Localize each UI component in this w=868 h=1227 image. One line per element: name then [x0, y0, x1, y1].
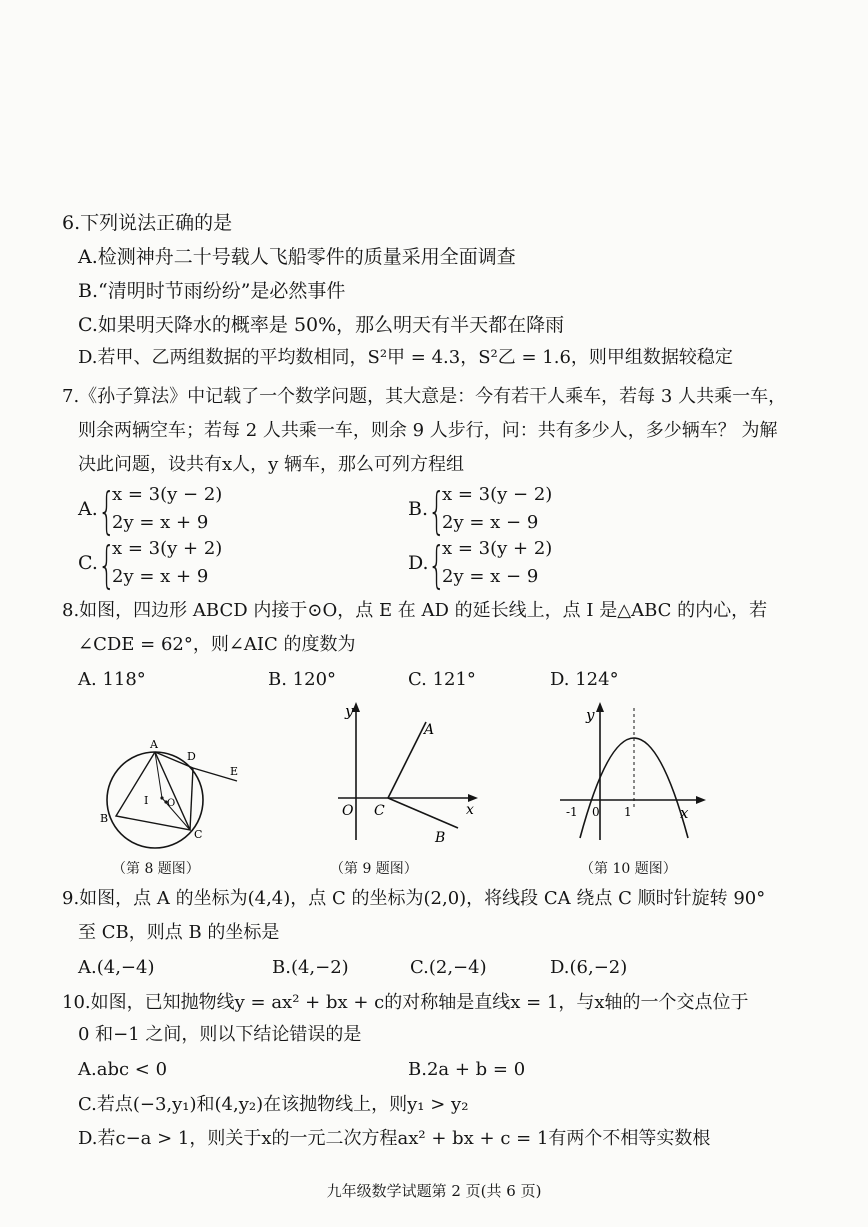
fig9-caption: （第 9 题图） [330, 861, 418, 877]
q8-option-d: D. 124° [550, 669, 619, 690]
figure-8-circle [90, 728, 250, 858]
q10-line1: 10.如图，已知抛物线y = ax² + bx + c的对称轴是直线x = 1，与x轴的一个交点位于 [62, 992, 749, 1013]
figure-10-parabola [556, 700, 716, 850]
q8-option-a: A. 118° [78, 669, 146, 690]
q9-line2: 至 CB，则点 B 的坐标是 [78, 922, 280, 943]
brace-icon: { [428, 482, 446, 540]
fig8-label-b: B [100, 812, 109, 825]
q9-option-a: A.(4,−4) [78, 957, 155, 978]
brace-icon: { [428, 536, 446, 594]
q7-option-d-eq2: 2y = x − 9 [442, 566, 539, 587]
q9-option-d: D.(6,−2) [550, 957, 628, 978]
q8-line1: 8.如图，四边形 ABCD 内接于⊙O，点 E 在 AD 的延长线上，点 I 是△ABC 的内心，若 [62, 600, 768, 621]
q10-option-a: A.abc < 0 [78, 1059, 168, 1080]
q7-line3: 决此问题，设共有x人，y 辆车，那么可列方程组 [78, 454, 465, 475]
q10-line2: 0 和−1 之间，则以下结论错误的是 [78, 1024, 362, 1045]
fig10-caption: （第 10 题图） [580, 861, 677, 877]
q6-option-a: A.检测神舟二十号载人飞船零件的质量采用全面调查 [78, 246, 516, 268]
q10-option-d: D.若c−a > 1，则关于x的一元二次方程ax² + bx + c = 1有两个不相等实数根 [78, 1128, 711, 1149]
q7-option-d-eq1: x = 3(y + 2) [442, 538, 553, 559]
q7-option-c-eq1: x = 3(y + 2) [112, 538, 223, 559]
fig10-label-0: 0 [592, 805, 600, 819]
q6-option-d: D.若甲、乙两组数据的平均数相同，S²甲 = 4.3，S²乙 = 1.6，则甲组数据较稳定 [78, 347, 733, 368]
q9-option-c: C.(2,−4) [410, 957, 487, 978]
fig9-label-c: C [374, 803, 385, 819]
q9-line1: 9.如图，点 A 的坐标为(4,4)，点 C 的坐标为(2,0)，将线段 CA 绕点 C 顺时针旋转 90° [62, 888, 766, 909]
fig10-label-neg1: -1 [566, 805, 578, 819]
fig9-label-b: B [435, 830, 446, 846]
fig8-label-e: E [230, 765, 239, 778]
q7-option-b-eq2: 2y = x − 9 [442, 512, 539, 533]
brace-icon: { [98, 536, 116, 594]
q7-option-b-label: B. [408, 498, 429, 520]
fig8-label-a: A [150, 738, 158, 751]
q6-stem: 6.下列说法正确的是 [62, 212, 233, 234]
q8-line2: ∠CDE = 62°，则∠AIC 的度数为 [78, 634, 356, 655]
q7-option-a-label: A. [78, 498, 98, 520]
q8-option-b: B. 120° [268, 669, 337, 690]
fig8-label-o: O [167, 798, 176, 809]
fig9-label-x: x [466, 802, 474, 818]
fig9-label-y: y [345, 702, 354, 720]
fig9-label-o: O [342, 803, 354, 819]
q7-option-b-eq1: x = 3(y − 2) [442, 484, 553, 505]
q7-line2: 则余两辆空车；若每 2 人共乘一车，则余 9 人步行，问：共有多少人，多少辆车？ 为解 [78, 420, 778, 441]
q7-line1: 7.《孙子算法》中记载了一个数学问题，其大意是：今有若干人乘车，若每 3 人共乘一车， [62, 386, 787, 407]
q7-option-a-eq2: 2y = x + 9 [112, 512, 209, 533]
q7-option-d-label: D. [408, 552, 429, 574]
q8-option-c: C. 121° [408, 669, 476, 690]
fig8-label-i: I [144, 794, 149, 807]
q10-option-b: B.2a + b = 0 [408, 1059, 526, 1080]
fig8-label-c: C [194, 828, 203, 841]
fig8-label-d: D [187, 750, 196, 763]
q6-option-b: B.“清明时节雨纷纷”是必然事件 [78, 280, 346, 302]
figure-9-axes [330, 700, 490, 850]
q9-option-b: B.(4,−2) [272, 957, 349, 978]
page-footer: 九年级数学试题第 2 页(共 6 页) [326, 1182, 542, 1200]
q7-option-a-eq1: x = 3(y − 2) [112, 484, 223, 505]
q6-option-c: C.如果明天降水的概率是 50%，那么明天有半天都在降雨 [78, 314, 565, 336]
fig10-label-x: x [680, 804, 689, 822]
fig8-caption: （第 8 题图） [112, 861, 200, 877]
q7-option-c-label: C. [78, 552, 98, 574]
q7-option-c-eq2: 2y = x + 9 [112, 566, 209, 587]
fig9-label-a: A [424, 722, 435, 738]
brace-icon: { [98, 482, 116, 540]
fig10-label-1: 1 [624, 805, 632, 819]
q10-option-c: C.若点(−3,y₁)和(4,y₂)在该抛物线上，则y₁ > y₂ [78, 1094, 469, 1115]
fig10-label-y: y [586, 706, 595, 724]
